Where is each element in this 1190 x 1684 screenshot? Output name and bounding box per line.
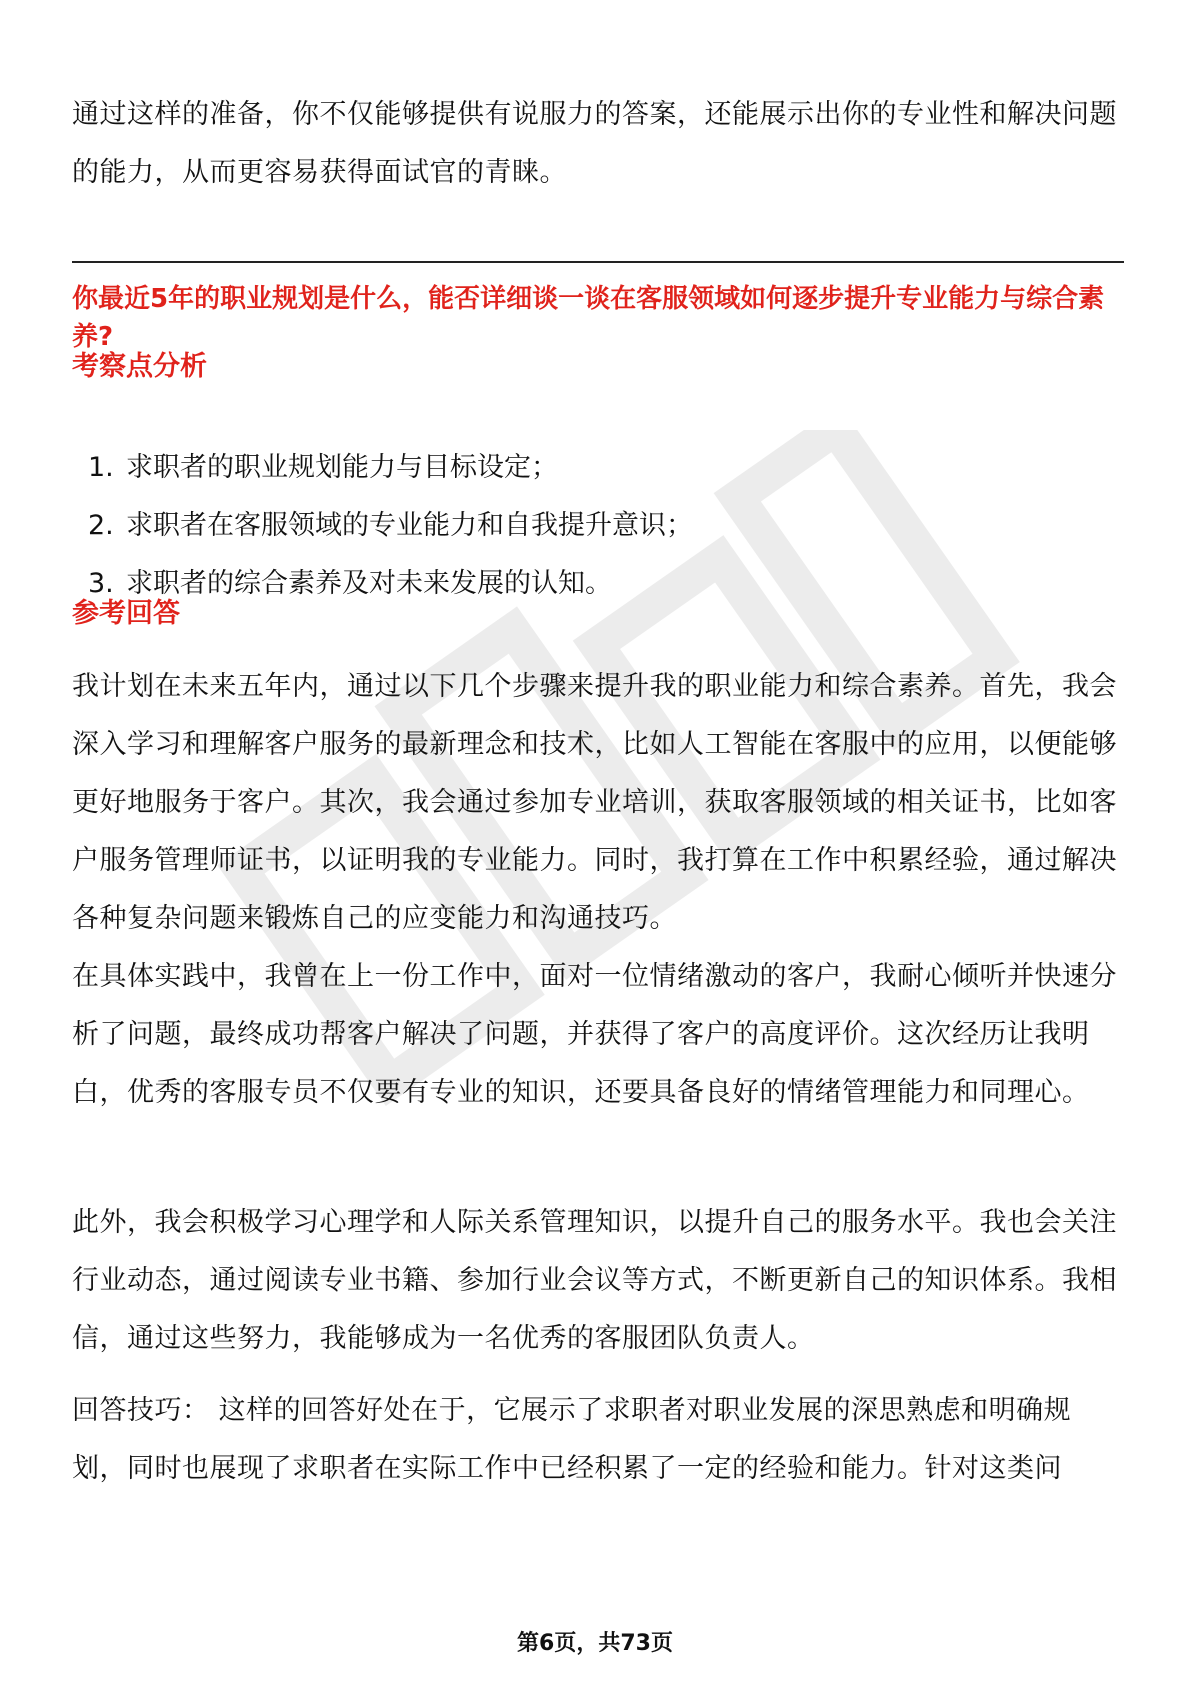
intro-paragraph: 通过这样的准备，你不仅能够提供有说服力的答案，还能展示出你的专业性和解决问题的能力，从而更容易获得面试官的青睐。 <box>72 99 1117 188</box>
list-item <box>72 506 1124 564</box>
page-footer: 第6页，共73页 <box>517 1631 673 1656</box>
answer-tips-paragraph: 回答技巧： 这样的回答好处在于，它展示了求职者对职业发展的深思熟虑和明确规划，同时也展现了求职者在实际工作中已经积累了一定的经验和能力。针对这类问 <box>72 1395 1072 1484</box>
list-item <box>72 564 1124 622</box>
analysis-heading: 考察点分析 <box>72 351 207 382</box>
list-item-number: 1. <box>88 452 114 483</box>
list-item-text: 求职者在客服领域的专业能力和自我提升意识； <box>126 510 693 541</box>
analysis-list <box>72 448 1124 622</box>
list-item-text: 求职者的综合素养及对未来发展的认知。 <box>126 568 612 599</box>
answer-paragraph-3: 此外，我会积极学习心理学和人际关系管理知识，以提升自己的服务水平。我也会关注行业动态，通过阅读专业书籍、参加行业会议等方式，不断更新自己的知识体系。我相信，通过这些努力，我能够成为一名优秀的客服团队负责人。 <box>72 1207 1117 1354</box>
list-item-number: 2. <box>88 510 114 541</box>
answer-heading: 参考回答 <box>72 598 180 629</box>
section-divider <box>72 261 1124 263</box>
list-item <box>72 448 1124 506</box>
answer-paragraph-2: 在具体实践中，我曾在上一份工作中，面对一位情绪激动的客户，我耐心倾听并快速分析了问题，最终成功帮客户解决了问题，并获得了客户的高度评价。这次经历让我明白，优秀的客服专员不仅要有专业的知识，还要具备良好的情绪管理能力和同理心。 <box>72 961 1117 1108</box>
list-item-text: 求职者的职业规划能力与目标设定； <box>126 452 558 483</box>
answer-paragraph-1: 我计划在未来五年内，通过以下几个步骤来提升我的职业能力和综合素养。首先，我会深入学习和理解客户服务的最新理念和技术，比如人工智能在客服中的应用，以便能够更好地服务于客户。其次，我会通过参加专业培训，获取客服领域的相关证书，比如客户服务管理师证书，以证明我的专业能力。同时，我打算在工作中积累经验，通过解决各种复杂问题来锻炼自己的应变能力和沟通技巧。 <box>72 671 1117 934</box>
list-item-number: 3. <box>88 568 114 599</box>
interview-question: 你最近5年的职业规划是什么，能否详细谈一谈在客服领域如何逐步提升专业能力与综合素养? <box>72 284 1105 352</box>
